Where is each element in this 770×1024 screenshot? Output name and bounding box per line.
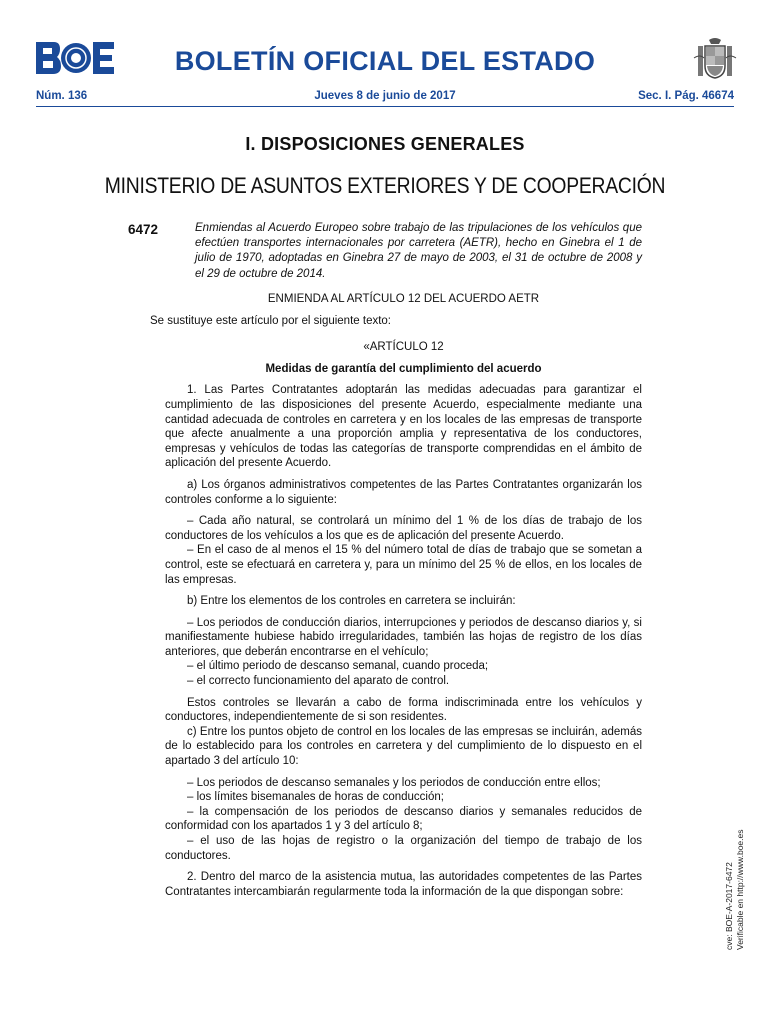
issue-number: Núm. 136 [36,90,88,102]
document-body [150,292,642,906]
document-number: 6472 [128,222,159,237]
list-item: – la compensación de los periodos de descanso diarios y semanales reducidos de conformidad con los apartados 1 y 3 del artículo 8; [165,805,642,833]
paragraph-2: 2. Dentro del marco de la asistencia mutua, las autoridades competentes de las Partes Contratantes intercambiarán regularmente toda la información de la que dispongan sobre: [165,871,642,898]
paragraph-c: c) Entre los puntos objeto de control en los locales de las empresas se incluirán, además de lo establecido para los controles en carretera y del cumplimiento de lo dispuesto en el apartado 3 del artículo 10: [165,725,642,768]
list-item: – el último periodo de descanso semanal, cuando proceda; [187,660,489,673]
issue-line [36,90,734,104]
issue-date: Jueves 8 de junio de 2017 [314,90,456,102]
list-item: – En el caso de al menos el 15 % del número total de días de trabajo que se sometan a control, este se efectuará en carretera y, para un mínimo del 25 % de ellos, en los locales de las empresas. [165,544,642,586]
document-summary: Enmiendas al Acuerdo Europeo sobre trabajo de las tripulaciones de los vehículos que efectúen transportes internacionales por carretera (AETR), hecho en Ginebra el 1 de julio de 1970, adoptadas en Ginebra 27 de mayo de 2003, el 31 de octubre de 2008 y el 29 de octubre de 2014. [195,222,642,280]
header-rule [36,106,734,107]
paragraph-1: 1. Las Partes Contratantes adoptarán las medidas adecuadas para garantizar el cumplimiento de las disposiciones del presente Acuerdo, especialmente mediante una cantidad adecuada de controles en carretera y en los locales de las empresas de transporte que afecte anualmente a una proporción amplia y representativa de los conductores, empresas y vehículos de todas las categorías de transporte comprendidas en el ámbito de aplicación del presente Acuerdo. [165,384,642,470]
section-page: Sec. I. Pág. 46674 [638,90,734,102]
paragraph-a: a) Los órganos administrativos competentes de las Partes Contratantes organizarán los controles conforme a lo siguiente: [165,478,642,506]
intro-paragraph: Se sustituye este artículo por el siguiente texto: [150,314,391,327]
cve-code: cve: BOE-A-2017-6472 [724,862,734,950]
publication-title: BOLETÍN OFICIAL DEL ESTADO [174,46,596,76]
ministry-title: MINISTERIO DE ASUNTOS EXTERIORES Y DE COOPERACIÓN [104,173,666,198]
paragraph-b-note: Estos controles se llevarán a cabo de forma indiscriminada entre los vehículos y conductores, independientemente de si son residentes. [165,696,642,724]
coat-of-arms-icon [692,36,738,82]
verification-url: Verificable en http://www.boe.es [735,829,745,950]
verification-sidebar [724,750,750,950]
section-title: I. DISPOSICIONES GENERALES [245,134,525,154]
list-item: – Cada año natural, se controlará un mínimo del 1 % de los días de trabajo de los conductores de los vehículos a los que es de aplicación del presente Acuerdo. [165,515,642,542]
amendment-heading: ENMIENDA AL ARTÍCULO 12 DEL ACUERDO AETR [267,293,540,305]
list-item: – el correcto funcionamiento del aparato de control. [187,675,450,688]
list-item: – el uso de las hojas de registro o la organización del tiempo de trabajo de los conductores. [165,835,642,862]
list-item: – Los periodos de conducción diarios, interrupciones y periodos de descanso diarios y, si manifiestamente hubiese habido irregularidades, también las hojas de registro de los días anteriores, que deberán encontrarse en el vehículo; [165,616,642,658]
list-item: – Los periodos de descanso semanales y los periodos de conducción entre ellos; [187,776,601,789]
article-heading: «ARTÍCULO 12 [363,341,444,354]
list-item: – los límites bisemanales de horas de conducción; [187,791,444,804]
paragraph-b: b) Entre los elementos de los controles en carretera se incluirán: [187,595,516,608]
article-title: Medidas de garantía del cumplimiento del acuerdo [265,362,542,375]
